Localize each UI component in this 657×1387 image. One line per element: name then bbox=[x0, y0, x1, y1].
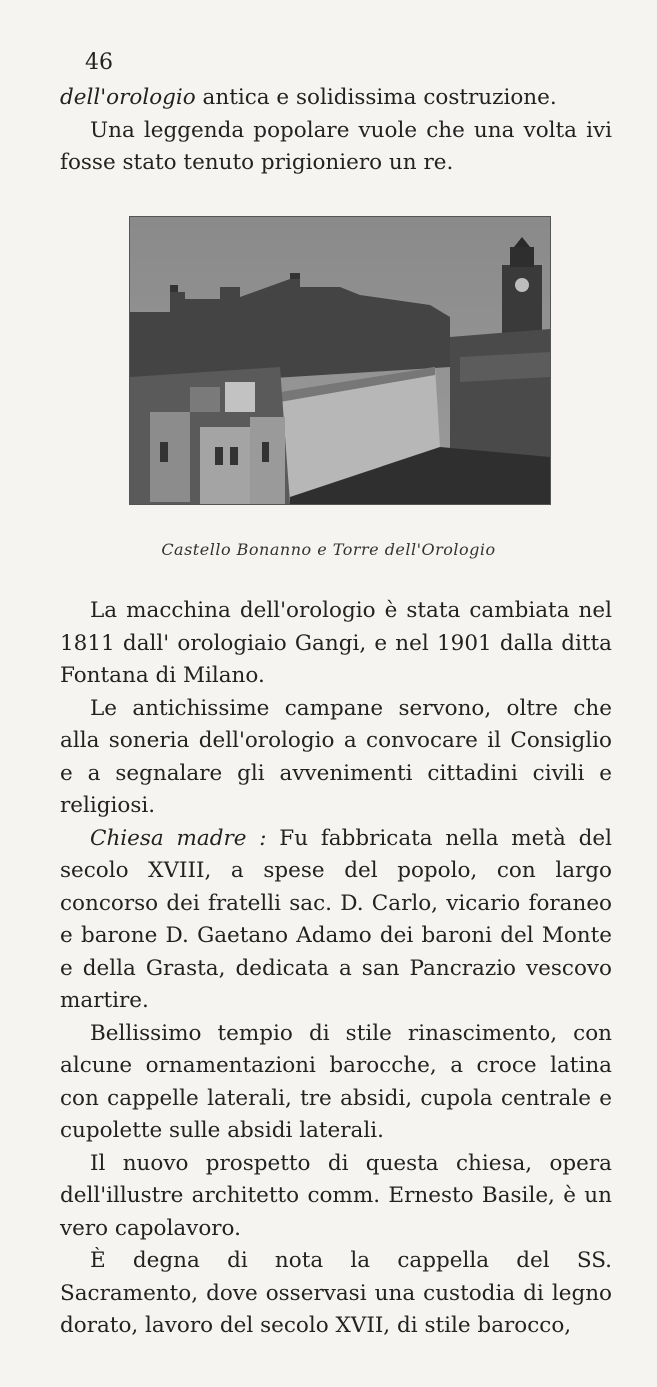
continued-line bbox=[60, 82, 612, 115]
chiesa-madre-heading: Chiesa madre : bbox=[90, 825, 267, 851]
italic-phrase: dell'orologio bbox=[60, 85, 196, 110]
paragraph-chiesa-madre bbox=[60, 823, 612, 1018]
continued-line-rest: antica e solidissima costruzione. bbox=[195, 85, 557, 110]
paragraph-chapel: È degna di nota la cappella del SS. Sacramento, dove osservasi una custodia di legno dorato, lavoro del secolo XVII, di stile barocco, bbox=[60, 1248, 612, 1338]
body-text bbox=[60, 595, 612, 1343]
paragraph-bells: Le antichissime campane servono, oltre che alla soneria dell'orologio a convocare il Consiglio e a segnalare gli avvenimenti cittadini civili e religiosi. bbox=[60, 695, 612, 818]
paragraph-temple: Bellissimo tempio di stile rinascimento, con alcune ornamentazioni barocche, a croce latina con cappelle laterali, tre absidi, cupola centrale e cupolette sulle absidi laterali. bbox=[60, 1020, 612, 1143]
page-number: 46 bbox=[85, 50, 113, 75]
intro-text bbox=[60, 82, 612, 180]
castle-photo-image bbox=[130, 217, 550, 504]
chiesa-madre-text: Fu fabbricata nella metà del secolo XVIII, a spese del popolo, con largo concorso dei fratelli sac. D. Carlo, vicario foraneo e barone D. Gaetano Adamo dei baroni del Monte e della Grasta, dedicata a san Pancrazio vescovo martire. bbox=[60, 825, 612, 1013]
paragraph-facade: Il nuovo prospetto di questa chiesa, opera dell'illustre architetto comm. Ernesto Basile, è un vero capolavoro. bbox=[60, 1150, 612, 1241]
legend-paragraph: Una leggenda popolare vuole che una volta ivi fosse stato tenuto prigioniero un re. bbox=[60, 117, 612, 175]
figure-caption: Castello Bonanno e Torre dell'Orologio bbox=[161, 540, 496, 559]
castle-photo bbox=[129, 216, 551, 505]
paragraph-clock-machine: La macchina dell'orologio è stata cambiata nel 1811 dall' orologiaio Gangi, e nel 1901 dalla ditta Fontana di Milano. bbox=[60, 598, 612, 688]
